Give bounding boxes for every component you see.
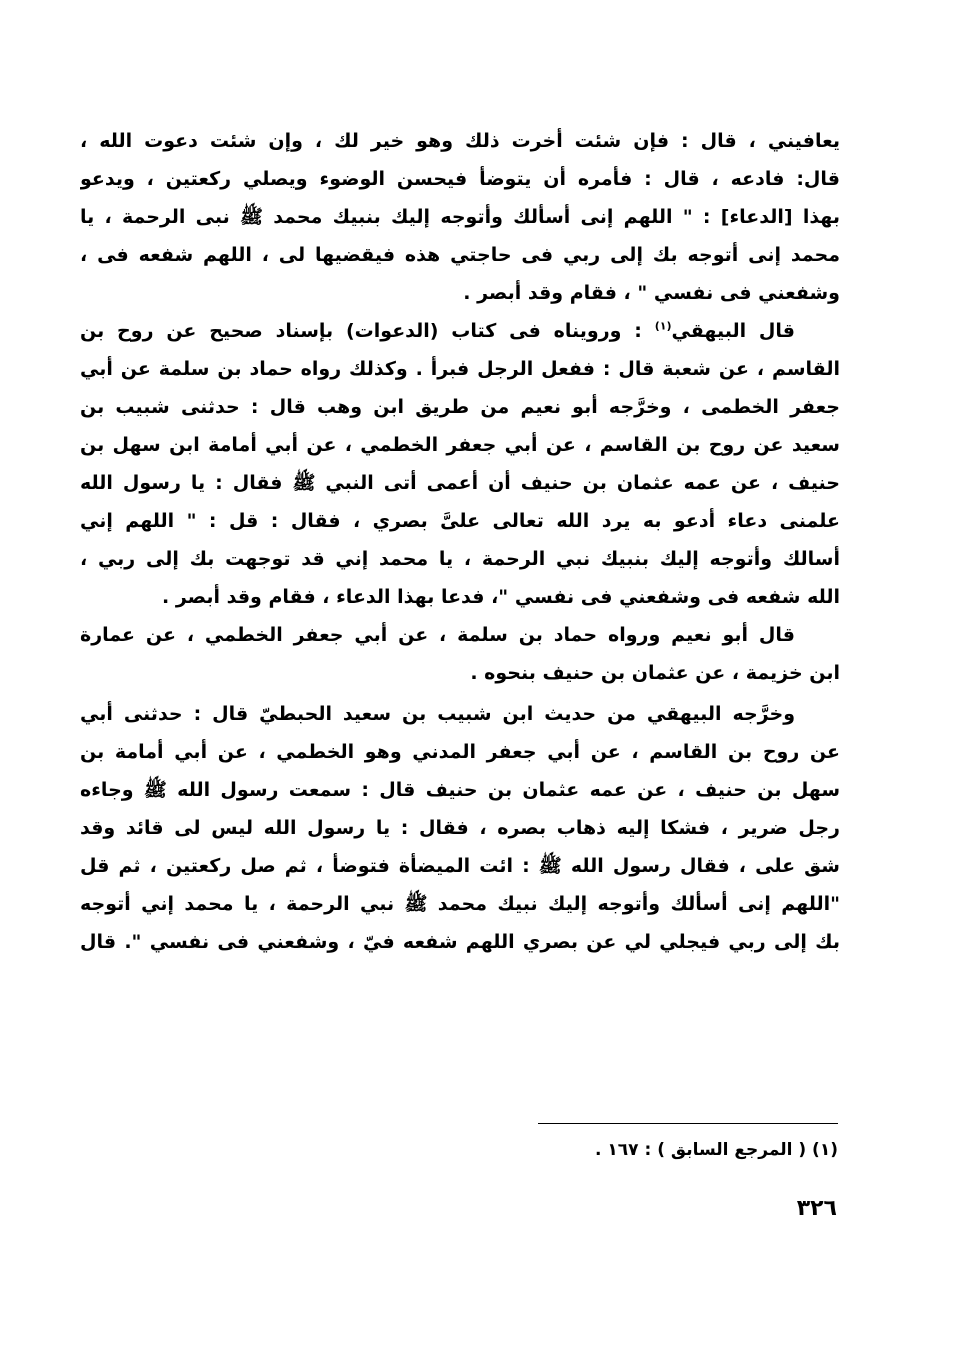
footnote: (١) ( المرجع السابق ) : ١٦٧ .	[595, 1140, 838, 1160]
text-line: بهذا [الدعاء] : " اللهم إنى أسألك وأتوجه إليك بنبيك محمد ﷺ نبى الرحمة ، يا	[80, 206, 840, 228]
text-line: سهل بن حنيف ، عن عمه عثمان بن حنيف قال : سمعت رسول الله ﷺ وجاءه	[80, 779, 840, 801]
text-line: حنيف ، عن عمه عثمان بن حنيف أن أعمى أتى النبي ﷺ فقال : يا رسول الله	[80, 472, 840, 494]
text-line: شق على ، فقال رسول الله ﷺ : ائت الميضأة فتوضأ ، ثم صل ركعتين ، ثم قل	[80, 855, 840, 877]
page-number: ٣٢٦	[796, 1196, 837, 1221]
text-line: جعفر الخطمى ، وخرَّجه أبو نعيم من طريق ابن وهب قال : حدثنى شبيب بن	[80, 396, 840, 418]
text-line: وخرَّجه البيهقي من حديث ابن شبيب بن سعيد الحبطيّ قال : حدثنى أبي	[80, 703, 795, 725]
text-line: بك إلى ربي فيجلي لي عن بصري اللهم شفعه فيّ ، وشفعني فى نفسي ". قال	[80, 931, 840, 953]
text-line: وشفعني فى نفسي " ، فقام وقد أبصر .	[463, 282, 840, 304]
text-line: محمد إنى أتوجه بك إلى ربي فى حاجتي هذه فيقضيها لى ، اللهم شفعه فى ،	[80, 244, 840, 266]
text-line-with-footnote-ref: قال البيهقي$^{(١)}$ : ورويناه فى كتاب (الدعوات) بإسناد صحيح عن روح بن	[80, 319, 795, 342]
footnote-ref-marker: (١)	[654, 319, 672, 333]
text-line: الله شفعه فى وشفعني فى نفسي "، فدعا بهذا الدعاء ، فقام وقد أبصر .	[162, 586, 840, 608]
text-line: سعيد عن روح بن القاسم ، عن أبي جعفر الخطمي ، عن أبي أمامة ابن سهل بن	[80, 434, 840, 456]
text-line: عن روح بن القاسم ، عن أبي جعفر المدني وهو الخطمي ، عن أبي أمامة بن	[80, 741, 840, 763]
text-line: رجل ضرير ، فشكا إليه ذهاب بصره ، فقال : يا رسول الله ليس لى قائد وقد	[80, 817, 840, 839]
text-line: ابن خزيمة ، عن عثمان بن حنيف بنحوه .	[470, 662, 840, 684]
text-line: علمنى دعاء أدعو به يرد الله تعالى علىَّ بصري ، فقال : قل : " اللهم إني	[80, 510, 840, 532]
footnote-separator	[538, 1123, 838, 1124]
text-line: يعافيني ، قال : فإن شئت أخرت ذلك وهو خير لك ، وإن شئت دعوت الله ،	[80, 130, 840, 152]
main-text	[80, 122, 840, 961]
text-line: القاسم ، عن شعبة قال : ففعل الرجل فبرأ . وكذلك رواه حماد بن سلمة عن أبي	[80, 358, 840, 380]
text-line: أسالك وأتوجه إليك بنبيك نبي الرحمة ، يا محمد إني قد توجهت بك إلى ربي ،	[80, 548, 840, 570]
text-line: "اللهم إنى أسألك وأتوجه إليك نبيك محمد ﷺ نبي الرحمة ، يا محمد إني أتوجه	[80, 893, 840, 915]
text-line: قال: فادعه ، قال : فأمره أن يتوضأ فيحسن الوضوء ويصلي ركعتين ، ويدعو	[80, 168, 840, 190]
text-line: قال أبو نعيم ورواه حماد بن سلمة ، عن أبي جعفر الخطمي ، عن عمارة	[80, 624, 795, 646]
